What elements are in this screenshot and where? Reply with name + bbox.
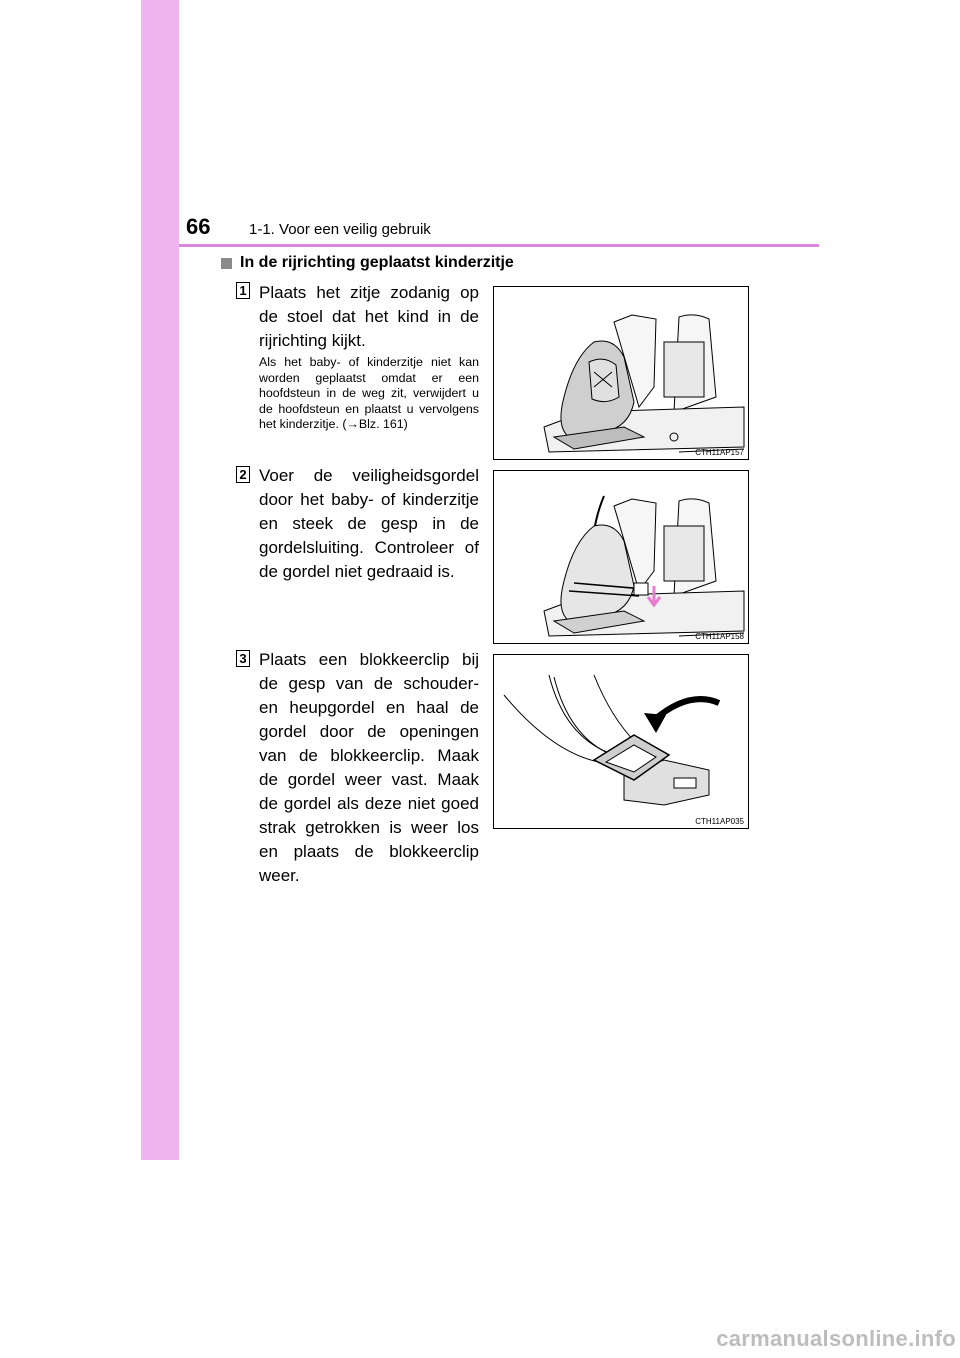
figure-2-code: CTH11AP158: [695, 632, 744, 641]
figure-child-seat-placed: [493, 286, 749, 460]
belt-routing-illustration: [494, 471, 748, 643]
child-seat-illustration: [494, 287, 748, 459]
page-number: 66: [186, 214, 211, 239]
chapter-sidebar-tab: [141, 0, 179, 1160]
heading-text: In de rijrichting geplaatst kinderzitje: [240, 254, 514, 271]
step-1-text: Plaats het zitje zodanig op de stoel dat het kind in de rijrichting kijkt.: [259, 283, 479, 350]
heading-square-icon: [221, 258, 232, 269]
step-3-text: Plaats een blokkeerclip bij de gesp van de schouder- en heupgordel en haal de gordel door de openingen van de blokkeerclip. Maak de gordel weer vast. Maak de gordel als deze niet goed strak getrokken is weer los en plaats de blokkeerclip weer.: [259, 650, 479, 885]
watermark: carmanualsonline.info: [716, 1326, 956, 1351]
figure-3-code: CTH11AP035: [695, 817, 744, 826]
step-1-note: Als het baby- of kinderzitje niet kan worden geplaatst omdat er een hoofdsteun in de weg zit, verwijdert u de hoofdsteun en plaatst u vervolgens het kinderzitje. (→Blz. 161): [259, 355, 479, 431]
step-2-badge: 2: [236, 466, 250, 483]
step-3-badge: 3: [236, 650, 250, 667]
header-rule: [179, 244, 819, 247]
step-1-badge: 1: [236, 282, 250, 299]
section-title: 1-1. Voor een veilig gebruik: [249, 221, 431, 238]
step-2-text: Voer de veiligheidsgordel door het baby- of kinderzitje en steek de gesp in de gordelsluiting. Controleer of de gordel niet gedraaid is.: [259, 466, 479, 581]
figure-1-code: CTH11AP157: [695, 448, 744, 457]
figure-belt-routing: [493, 470, 749, 644]
figure-locking-clip: [493, 654, 749, 829]
locking-clip-illustration: [494, 655, 748, 828]
section-heading: [221, 254, 514, 272]
